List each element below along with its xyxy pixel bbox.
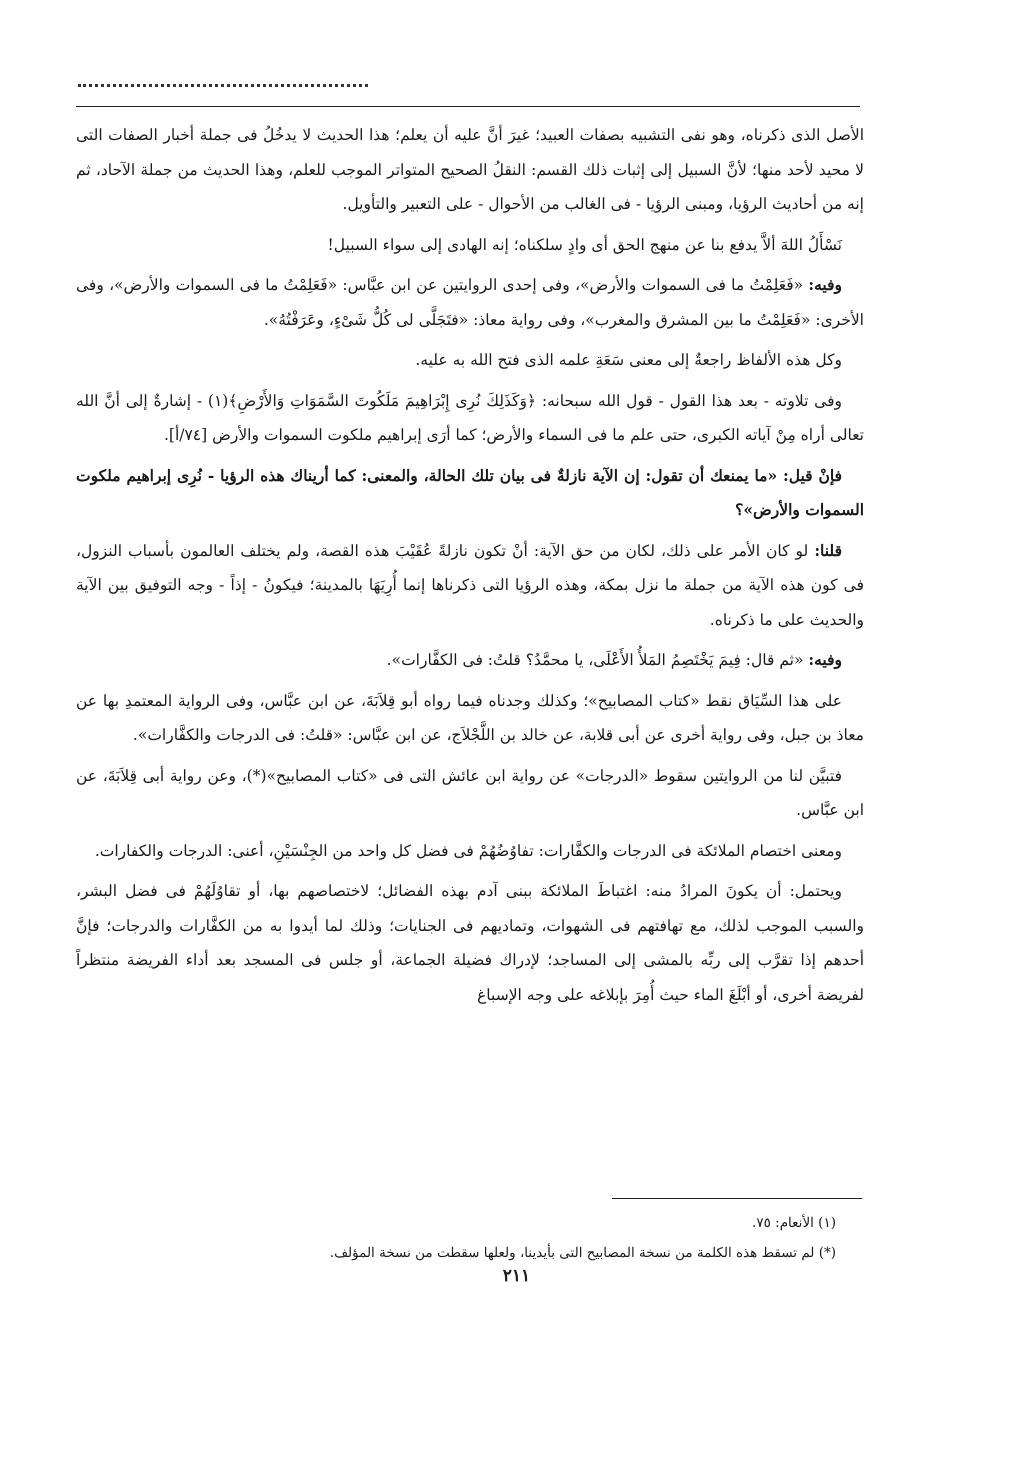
paragraph-6-text: «ما يمنعك أن تقول: إن الآية نازلةٌ فى بيان تلك الحالة، والمعنى: كما أريناك هذه الرؤيا - نُرِى إبراهيم ملكوت السموات والأرض»؟ bbox=[76, 465, 864, 519]
header-dotted-line bbox=[78, 84, 368, 93]
paragraph-4 bbox=[76, 343, 864, 378]
paragraph-6 bbox=[76, 459, 864, 528]
paragraph-3-text: «فَعَلِمْتُ ما فى السموات والأرض»، وفى إحدى الروايتين عن ابن عبَّاس: «فَعَلِمْتُ ما فى السموات والأرض»، وفى الأخرى: «فَعَلِمْتُ ما بين المشرق والمغرب»، وفى رواية معاذ: «فتَجَلَّى لى كُلُّ شَىْءٍ، وعَرَفْتُهُ». bbox=[76, 276, 864, 329]
paragraph-10 bbox=[76, 759, 864, 828]
paragraph-1-text: الأصل الذى ذكرناه، وهو نفى التشبيه بصفات العبيد؛ غيرَ أنَّ عليه أن يعلم؛ هذا الحديث لا يدخُلُ فى جملة أخبار الصفات التى لا محيد لأحد منها؛ لأنَّ السبيل إلى إثبات ذلك القسم: النقلُ الصحيح المتواتر الموجب للعلم، وهذا الحديث من جملة الآحاد، ثم إنه من أحاديث الرؤيا، ومبنى الرؤيا - فى الغالب من الأحوال - على التعبير والتأويل. bbox=[76, 126, 864, 213]
paragraph-11 bbox=[76, 834, 864, 869]
footnote-2: (*) لم تسقط هذه الكلمة من نسخة المصابيح التى بأيدينا، ولعلها سقطت من نسخة المؤلف. bbox=[329, 1245, 836, 1261]
paragraph-2 bbox=[76, 228, 864, 263]
paragraph-9 bbox=[76, 684, 864, 753]
footnote-1: (١) الأنعام: ٧٥. bbox=[752, 1215, 836, 1231]
paragraph-2-text: نَسْأَلُ اللهَ ألاَّ يدفع بنا عن منهج الحق أى وادٍ سلكناه؛ إنه الهادى إلى سواء السبيل! bbox=[327, 235, 842, 254]
paragraph-7-lead: قلنا: bbox=[814, 540, 842, 560]
paragraph-3-lead: وفيه: bbox=[808, 275, 842, 294]
paragraph-12 bbox=[76, 874, 864, 1012]
paragraph-3 bbox=[76, 268, 864, 337]
paragraph-5 bbox=[76, 384, 864, 453]
footnote-rule bbox=[612, 1198, 862, 1199]
paragraph-5-text: وفى تلاوته - بعد هذا القول - قول الله سبحانه: ﴿وَكَذَلِكَ نُرِى إِبْرَاهِيمَ مَلَكُوتَ السَّمَوَاتِ وَالأَرْضِ﴾(١) - إشارةٌ إلى أنَّ الله تعالى أراه مِنْ آياته الكبرى، حتى علم ما فى السماء والأرض؛ كما أرَى إبراهيم ملكوت السموات والأرض [٧٤/أ]. bbox=[76, 391, 864, 444]
paragraph-9-text: على هذا السِّيَاق نقط «كتاب المصابيح»؛ وكذلك وجدناه فيما رواه أبو قِلاَبَةَ، عن ابن عبَّاس، وفى الرواية المعتمدِ بها عن معاذ بن جبل، وفى رواية أخرى عن أبى قلابة، عن خالد بن اللَّجْلاَج، عن ابن عبَّاس: «قلتُ: فى الدرجات والكفَّارات». bbox=[76, 691, 864, 744]
page-number: ٢١١ bbox=[502, 1266, 531, 1286]
paragraph-10-text: فتبيَّن لنا من الروايتين سقوط «الدرجات» عن رواية ابن عائش التى فى «كتاب المصابيح»(*)، وعن رواية أبى قِلاَبَةَ، عن ابن عبَّاس. bbox=[76, 766, 864, 819]
paragraph-6-lead: فإنْ قيل: bbox=[783, 465, 842, 485]
paragraph-7-text: لو كان الأمر على ذلك، لكان من حق الآية: أنْ تكون نازلةً عُقَيْبَ هذه القصة، ولم يختلف العالمون بأسباب النزول، فى كون هذه الآية من جملة ما نزل بمكة، وهذه الرؤيا التى ذكرناها إنما أُرِيَهَا بالمدينة؛ فيكونُ - إذاً - وجه التوفيق بين الآية والحديث على ما ذكرناه. bbox=[76, 541, 865, 629]
main-text-body bbox=[76, 118, 864, 1018]
paragraph-7 bbox=[76, 534, 864, 638]
paragraph-12-text: ويحتمل: أن يكونَ المرادُ منه: اغتباطَ الملائكة ببنى آدم بهذه الفضائل؛ لاختصاصهم بها، أو تقاوُلَهُمْ فى فضل البشر، والسبب الموجب لذلك، مع تهافتهم فى الشهوات، وتماديهم فى الجنايات؛ وذلك لما أيدوا به من الكفَّارات والدرجات؛ فإنَّ أحدهم إذا تقرَّب إلى ربِّه بالمشى إلى المساجد؛ لإدراك فضيلة الجماعة، أو جلس فى المسجد بعد أداء الفريضة منتظراً لفريضة أخرى، أو أبْلَغَ الماء حيث أُمِرَ بإبلاغه على وجه الإسباغ bbox=[76, 882, 864, 1004]
header-rule bbox=[76, 106, 860, 107]
paragraph-8-text: «ثم قال: فِيمَ يَخْتَصِمُ المَلأُ الأَعْلَى، يا محمَّدُ؟ قلتُ: فى الكفَّارات». bbox=[386, 651, 804, 669]
paragraph-1 bbox=[76, 118, 864, 222]
paragraph-11-text: ومعنى اختصام الملائكة فى الدرجات والكفَّارات: تفاوُضُهُمْ فى فضل كل واحد من الجِنْسَيْنِ، أعنى: الدرجات والكفارات. bbox=[94, 841, 842, 860]
paragraph-4-text: وكل هذه الألفاظ راجعةٌ إلى معنى سَعَةِ علمه الذى فتح الله به عليه. bbox=[415, 351, 842, 369]
footnotes bbox=[76, 1208, 862, 1268]
paragraph-8-lead: وفيه: bbox=[808, 650, 842, 669]
paragraph-8 bbox=[76, 643, 864, 678]
